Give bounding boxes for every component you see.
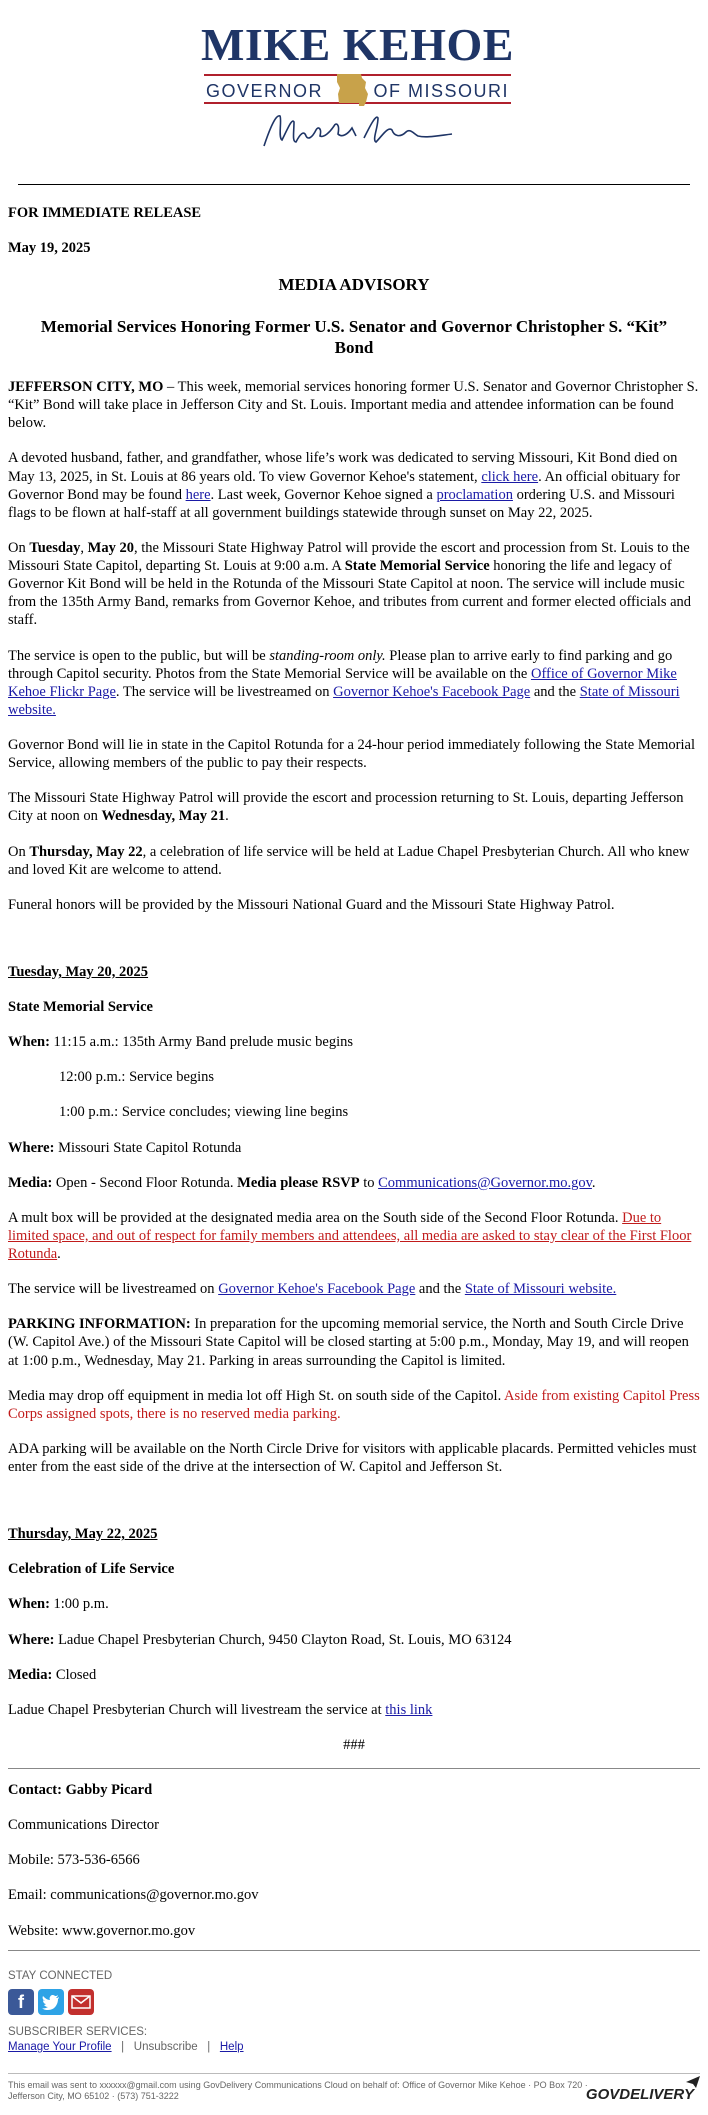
text: . — [591, 1174, 596, 1191]
text: The Missouri State Highway Patrol will provide the escort and procession returning to St. Louis, departing Jefferson City at noon on — [8, 790, 684, 825]
dropoff-paragraph — [8, 1387, 700, 1423]
contact-email: Email: communications@governor.mo.gov — [8, 1887, 259, 1904]
state-website-link[interactable]: State of Missouri website. — [8, 683, 680, 718]
tue-when — [8, 1033, 700, 1051]
honors-paragraph: Funeral honors will be provided by the Missouri National Guard and the Missouri State Highway Patrol. — [8, 896, 615, 913]
intro-text: – This week, memorial services honoring former U.S. Senator and Governor Christopher S. “Kit” Bond will take place in Jefferson City and St. Louis. Important media and attendee information can be found below. — [8, 379, 699, 432]
missouri-state-icon — [335, 72, 369, 108]
mult-box-paragraph — [8, 1209, 700, 1263]
text: ordering U.S. and Missouri flags to be flown at half-staff at all government buildings statewide through sunset on May 22, 2025. — [8, 486, 675, 521]
text: On — [8, 843, 30, 860]
lie-in-state-paragraph: Governor Bond will lie in state in the Capitol Rotunda for a 24-hour period immediately following the State Memorial Service, allowing members of the public to pay their respects. — [8, 737, 696, 772]
release-date: May 19, 2025 — [8, 240, 91, 257]
tuesday-heading: Tuesday, May 20, 2025 — [8, 963, 149, 980]
subscriber-links — [8, 2040, 700, 2054]
thu-media — [8, 1666, 700, 1684]
memorial-subheading: State Memorial Service — [8, 999, 153, 1015]
label: Where: — [8, 1139, 55, 1156]
label: Media: — [8, 1666, 53, 1683]
twitter-icon[interactable] — [38, 1989, 64, 2015]
signature-image — [260, 108, 470, 152]
facebook-icon[interactable]: f — [8, 1989, 34, 2015]
subscriber-services-label: SUBSCRIBER SERVICES: — [8, 2026, 148, 2038]
value: Missouri State Capitol Rotunda — [54, 1139, 242, 1156]
value: 11:15 a.m.: 135th Army Band prelude music begins — [49, 1034, 354, 1051]
proclamation-link[interactable]: proclamation — [436, 486, 513, 503]
text: and the — [415, 1281, 465, 1298]
obituary-paragraph — [8, 449, 700, 522]
link-separator: | — [200, 2041, 217, 2054]
text: Thursday, May 22 — [29, 843, 143, 860]
stay-connected-label: STAY CONNECTED — [8, 1969, 113, 1982]
contact-block — [0, 1781, 708, 1940]
text: Media may drop off equipment in media lot off High St. on south side of the Capitol. — [8, 1387, 505, 1404]
dateline: JEFFERSON CITY, MO — [8, 379, 164, 395]
church-livestream-link[interactable]: this link — [385, 1701, 433, 1718]
text: , the Missouri State Highway Patrol will provide the escort and procession from St. Louis to the Missouri State Capitol, departing St. Louis at 9:00 a.m. A — [8, 539, 690, 574]
text: standing-room only. — [269, 647, 386, 664]
advisory-heading: MEDIA ADVISORY — [278, 275, 430, 295]
text: Open - Second Floor Rotunda. — [52, 1174, 238, 1191]
text: Media please RSVP — [237, 1174, 360, 1191]
govdelivery-logo — [586, 2086, 694, 2105]
label: When: — [8, 1034, 50, 1051]
unsubscribe-link[interactable]: Unsubscribe — [133, 2041, 198, 2054]
end-mark: ### — [343, 1736, 365, 1753]
facebook-link[interactable]: Governor Kehoe's Facebook Page — [333, 683, 531, 700]
thursday-heading: Thursday, May 22, 2025 — [8, 1526, 158, 1543]
thu-livestream — [8, 1701, 700, 1719]
tue-media — [8, 1174, 700, 1192]
footer — [0, 1969, 708, 2114]
text: On — [8, 539, 30, 556]
text: and the — [530, 683, 580, 700]
tue-when-2: 12:00 p.m.: Service begins — [59, 1069, 215, 1086]
text: May 20 — [87, 539, 134, 556]
contact-mobile: Mobile: 573-536-6566 — [8, 1852, 140, 1869]
text: . The service will be livestreamed on — [115, 683, 334, 700]
text: , a celebration of life service will be held at Ladue Chapel Presbyterian Church. All who knew and loved Kit are welcome to attend. — [8, 843, 690, 878]
text: State Memorial Service — [344, 558, 490, 574]
text: Ladue Chapel Presbyterian Church will livestream the service at — [8, 1701, 386, 1718]
tue-when-3: 1:00 p.m.: Service concludes; viewing line begins — [59, 1104, 349, 1121]
text: to — [359, 1174, 379, 1191]
livestream-paragraph — [8, 1280, 700, 1298]
footer-divider — [8, 1950, 700, 1951]
state-website-link-2[interactable]: State of Missouri website. — [464, 1281, 617, 1298]
sent-notice: This email was sent to xxxxxx@gmail.com using GovDelivery Communications Cloud on behalf of: Office of Governor Mike Kehoe · PO Box 720 · Jefferson City, MO 65102 · (573) 751-3222 — [8, 2079, 588, 2101]
text: . An official obituary for Governor Bond may be found — [8, 468, 680, 503]
logo-left: GOVERNOR — [206, 81, 324, 101]
parking-paragraph — [8, 1315, 700, 1369]
thursday-paragraph — [8, 843, 700, 879]
header-divider — [18, 184, 690, 185]
tue-where — [8, 1139, 700, 1157]
rsvp-email-link[interactable]: Communications@Governor.mo.gov — [378, 1174, 592, 1191]
text: In preparation for the upcoming memorial service, the North and South Circle Drive (W. Capitol Ave.) of the Missouri State Capitol will be closed starting at 5:00 p.m., Monday, May 19, and will reopen at 1:00 p.m., Wednesday, May 21. Parking in areas surrounding the Capitol is limited. — [8, 1316, 689, 1369]
release-body — [0, 186, 708, 1754]
text: honoring the life and legacy of Governor Kit Bond will be held in the Rotunda of the Missouri State Capitol at noon. The service will include music from the 135th Army Band, remarks from Governor Kehoe, and tributes from current and former elected officials and staff. — [8, 558, 692, 629]
text: Wednesday, May 21 — [101, 808, 226, 825]
obituary-link[interactable]: here — [185, 486, 211, 503]
legal-divider — [8, 2073, 700, 2074]
text: The service will be livestreamed on — [8, 1281, 219, 1298]
legal-row — [8, 2080, 700, 2114]
celebration-subheading: Celebration of Life Service — [8, 1561, 175, 1578]
label: Where: — [8, 1631, 55, 1648]
text: Tuesday — [29, 539, 81, 556]
contact-divider — [8, 1768, 700, 1769]
intro-paragraph — [8, 378, 700, 432]
value: 1:00 p.m. — [49, 1596, 109, 1613]
help-link[interactable]: Help — [219, 2041, 244, 2054]
governor-logo — [200, 19, 515, 152]
text: . — [225, 808, 229, 825]
thu-where — [8, 1631, 700, 1649]
social-links — [8, 1989, 700, 2015]
label: Media: — [8, 1174, 53, 1191]
contact-role: Communications Director — [8, 1817, 160, 1834]
flickr-link[interactable]: Office of Governor Mike Kehoe Flickr Page — [8, 665, 677, 700]
warning-text: Due to limited space, and out of respect for family members and attendees, all media are asked to stay clear of the First Floor Rotunda — [8, 1209, 692, 1262]
warning-text: Aside from existing Capitol Press Corps assigned spots, there is no reserved media parking. — [8, 1387, 700, 1422]
public-paragraph — [8, 647, 700, 720]
tuesday-paragraph — [8, 539, 700, 630]
text: The service is open to the public, but will be — [8, 647, 270, 664]
logo-right: OF MISSOURI — [373, 81, 509, 101]
thu-when — [8, 1595, 700, 1613]
ada-paragraph: ADA parking will be available on the North Circle Drive for visitors with applicable placards. Permitted vehicles must enter from the east side of the drive at the intersection of W. Capitol and Jefferson St. — [8, 1440, 697, 1475]
facebook-link-2[interactable]: Governor Kehoe's Facebook Page — [218, 1281, 416, 1298]
header — [0, 0, 708, 186]
link-separator: | — [114, 2041, 131, 2054]
release-title: Memorial Services Honoring Former U.S. Senator and Governor Christopher S. “Kit” Bond — [40, 316, 668, 357]
govdelivery-wordmark: GOVDELIVERY — [585, 2085, 694, 2103]
text: A mult box will be provided at the designated media area on the South side of the Second Floor Rotunda. — [8, 1209, 623, 1226]
text: . — [57, 1246, 61, 1262]
text: . Last week, Governor Kehoe signed a — [210, 486, 437, 503]
logo-name: MIKE KEHOE — [201, 19, 514, 70]
statement-link[interactable]: click here — [481, 468, 539, 485]
manage-profile-link[interactable]: Manage Your Profile — [8, 2041, 112, 2054]
label: PARKING INFORMATION: — [8, 1316, 191, 1333]
value: Ladue Chapel Presbyterian Church, 9450 Clayton Road, St. Louis, MO 63124 — [54, 1631, 512, 1648]
contact-website: Website: www.governor.mo.gov — [8, 1922, 196, 1939]
text: A devoted husband, father, and grandfather, whose life’s work was dedicated to serving Missouri, Kit Bond died on May 13, 2025, in St. Louis at 86 years old. To view Governor Kehoe's statement, — [8, 450, 678, 485]
label: When: — [8, 1596, 50, 1613]
value: Closed — [52, 1666, 97, 1683]
text: , — [80, 539, 88, 556]
contact-name: Contact: Gabby Picard — [8, 1782, 153, 1798]
return-paragraph — [8, 789, 700, 825]
paper-plane-icon — [686, 2076, 700, 2088]
text: Please plan to arrive early to find parking and go through Capitol security. Photos from the State Memorial Service will be available on the — [8, 647, 673, 682]
email-icon[interactable] — [68, 1989, 94, 2015]
release-label: FOR IMMEDIATE RELEASE — [8, 205, 202, 221]
